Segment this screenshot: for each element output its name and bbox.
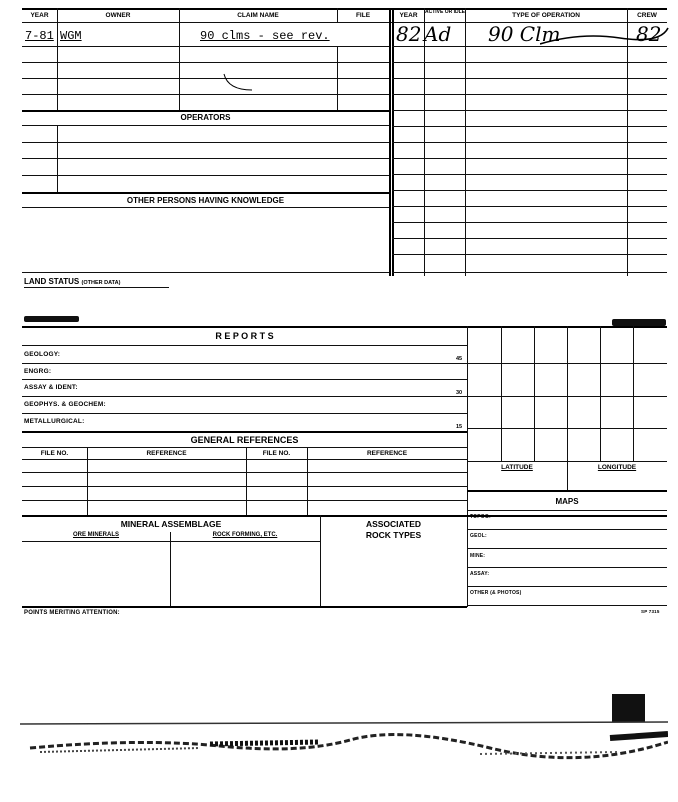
latitude-label: LATITUDE xyxy=(501,464,533,471)
pen-mark xyxy=(222,72,262,94)
row1-owner: WGM xyxy=(60,29,82,43)
rock-forming-label: ROCK FORMING, ETC. xyxy=(212,532,278,538)
ore-minerals-label: ORE MINERALS xyxy=(72,532,119,538)
scan-noise-band xyxy=(20,718,668,768)
map-assay: ASSAY: xyxy=(470,571,490,577)
row1-active-or-idle: Ad xyxy=(424,22,452,46)
row1-claim-name: 90 clms - see rev. xyxy=(200,29,330,43)
map-geol: GEOL: xyxy=(470,533,487,539)
map-mine: MINE: xyxy=(470,553,486,559)
points-meriting-attention-label: POINTS MERITING ATTENTION: xyxy=(24,610,120,616)
operators-label: OPERATORS xyxy=(180,113,231,122)
row1-type-of-operation: 90 Clm xyxy=(488,22,561,46)
map-other-photos: OTHER (& PHOTOS) xyxy=(470,590,522,596)
reports-title: R E P O R T S xyxy=(215,331,274,341)
ink-smudge-left xyxy=(24,316,79,322)
row1-year: 7-81 xyxy=(25,29,54,43)
form-number: SP 7315 xyxy=(641,609,660,614)
report-engrg: ENGRG: xyxy=(24,368,52,375)
report-num-45: 45 xyxy=(456,356,463,362)
handwriting-underline xyxy=(540,26,670,48)
row1-crew: 82 xyxy=(636,22,662,46)
ink-smudge-right xyxy=(612,319,666,326)
rock-types-label: ROCK TYPES xyxy=(365,530,422,540)
report-geophys: GEOPHYS. & GEOCHEM: xyxy=(24,401,106,408)
ref-col-reference-1: REFERENCE xyxy=(146,450,187,457)
header-type-of-operation: TYPE OF OPERATION xyxy=(512,12,580,19)
land-status-sub: (OTHER DATA) xyxy=(81,280,121,286)
general-references-title: GENERAL REFERENCES xyxy=(190,435,299,445)
associated-label: ASSOCIATED xyxy=(365,519,422,529)
header-claim-name: CLAIM NAME xyxy=(237,12,279,19)
maps-title: MAPS xyxy=(555,497,579,506)
ref-col-reference-2: REFERENCE xyxy=(366,450,408,457)
mineral-assemblage-title: MINERAL ASSEMBLAGE xyxy=(120,519,222,529)
report-metallurgical: METALLURGICAL: xyxy=(24,418,85,425)
ref-col-file-no-1: FILE NO. xyxy=(40,450,69,457)
land-status xyxy=(24,277,120,286)
header-active-or-idle: ACTIVE OR IDLE xyxy=(425,9,466,15)
report-geology: GEOLOGY: xyxy=(24,351,61,358)
map-topog: TOPOG: xyxy=(470,514,491,520)
report-num-15: 15 xyxy=(456,424,463,430)
other-persons-label: OTHER PERSONS HAVING KNOWLEDGE xyxy=(126,196,285,205)
report-assay: ASSAY & IDENT: xyxy=(24,384,78,391)
header-file: FILE xyxy=(355,12,371,19)
report-num-30: 30 xyxy=(456,390,463,396)
land-status-label: LAND STATUS xyxy=(24,277,80,286)
header-owner: OWNER xyxy=(105,12,131,19)
header-year: YEAR xyxy=(30,12,49,19)
header-crew: CREW xyxy=(637,12,657,19)
row1-year-2: 82 xyxy=(396,22,422,46)
header-year-2: YEAR xyxy=(399,12,418,19)
ref-col-file-no-2: FILE NO. xyxy=(262,450,291,457)
longitude-label: LONGITUDE xyxy=(597,464,637,471)
